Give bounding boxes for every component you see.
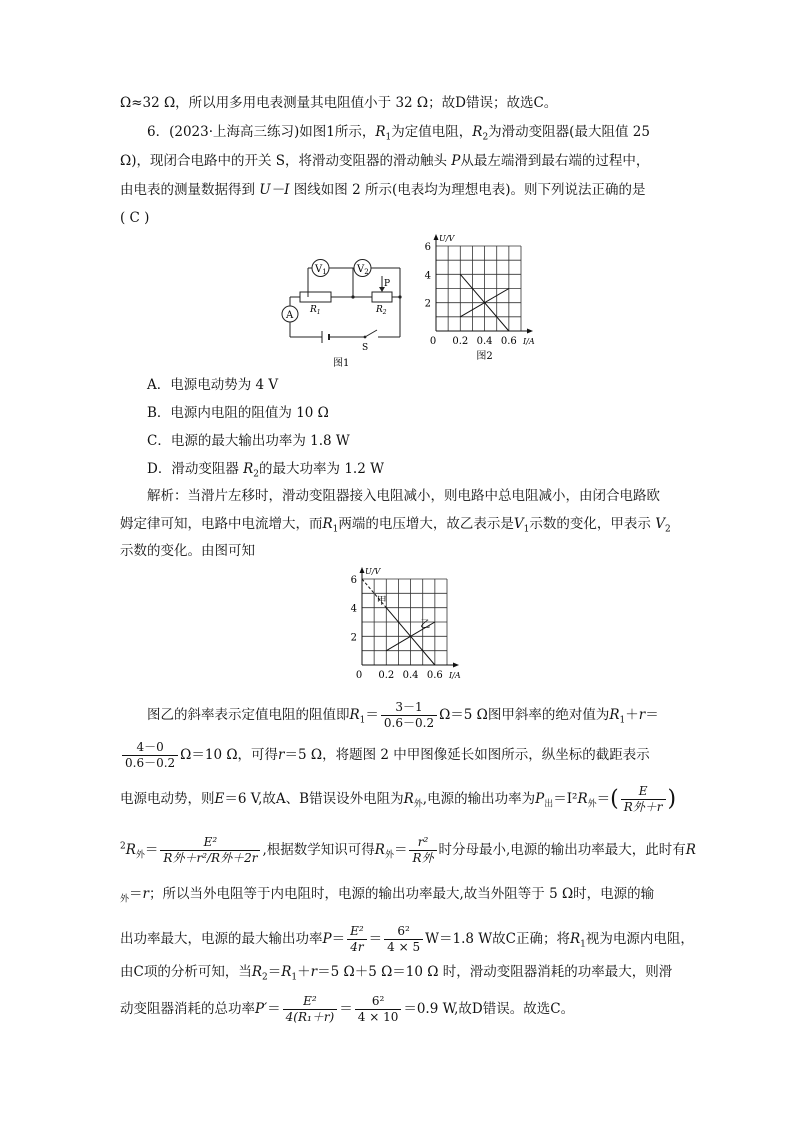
q6-text: 从最左端滑到最右端的过程中， [460, 153, 650, 169]
analysis-text: W＝1.8 W [425, 931, 493, 947]
analysis-line-2 [120, 514, 671, 540]
y-tick-label: 2 [350, 632, 357, 644]
analysis-text: ＝ [393, 842, 408, 858]
x-axis-label: I/A [523, 337, 535, 346]
analysis-text: Ω＝5 Ω [439, 707, 488, 723]
analysis-text: 图甲斜率的绝对值为 [487, 707, 610, 723]
sub: 外 [413, 799, 423, 810]
figure-1-caption: 图1 [333, 358, 350, 369]
denominator: R外＋r [623, 800, 663, 814]
r1-sub: 1 [316, 309, 321, 316]
fraction [122, 740, 178, 771]
analysis-text: ＋ [625, 707, 639, 723]
option-a[interactable]: A．电源电动势为 4 V [147, 377, 279, 393]
sub: 出 [544, 799, 554, 810]
q6-text: 为定值电阻， [391, 124, 473, 140]
q6-text: 为滑动变阻器(最大阻值 25 [488, 124, 650, 140]
analysis-text: ；所以当外电阻等于内电阻时，电源的输出功率最大,故当外阻等于 5 Ω时，电源的输 [148, 886, 655, 902]
sym-r: R [349, 707, 360, 723]
analysis-text: 两端的电压增大，故乙表示是 [338, 516, 514, 532]
sym-r: R [243, 461, 254, 477]
denominator: 0.6－0.2 [125, 756, 176, 770]
numerator: r² [409, 835, 436, 851]
sub: 外 [587, 799, 597, 810]
r2-label: R [376, 305, 383, 315]
question-6-line-3 [120, 180, 646, 200]
denominator: 0.6－0.2 [383, 716, 435, 730]
q6-text: U－I [259, 182, 290, 198]
x-tick-label: 0.6 [426, 670, 443, 681]
denominator: R外＋r²/R外＋2r [163, 851, 258, 865]
fraction [283, 994, 338, 1025]
sym-r-internal: r [310, 964, 318, 980]
switch-pivot [364, 336, 367, 339]
analysis-line-6: 电源电动势，则E＝6 V,故A、B错误设外电阻为$R_外$,电源的输出功率为$P_出=I^2R_外=$( $\frac{E}{\text{R外＋r}}$ ) [120, 784, 677, 814]
svg-text:V1 [314, 264, 327, 276]
sym-r: R [251, 964, 263, 980]
denominator: 4r [350, 940, 364, 954]
denominator: R外 [412, 851, 434, 865]
analysis-text: ＝5 Ω＋5 Ω＝10 Ω 时，滑动变阻器消耗的功率最大，则滑 [317, 964, 673, 980]
sym-p: P [322, 931, 332, 947]
analysis-line-3: 示数的变化。由图可知 [120, 543, 255, 559]
y-tick-label: 2 [424, 298, 431, 310]
sym-r: R [685, 842, 696, 858]
paren: ) [667, 786, 677, 812]
figure-3-graph [344, 562, 474, 686]
sub: 外 [135, 850, 145, 861]
analysis-text: 出功率最大，电源的最大输出功率 [120, 931, 323, 947]
fraction [160, 835, 260, 866]
numerator: 3－1 [381, 700, 437, 716]
label-yi: 乙 [420, 619, 431, 631]
option-b[interactable]: B．电源内电阻的阻值为 10 Ω [147, 405, 329, 421]
sub: 2 [253, 469, 260, 480]
analysis-text: ＝6 V,故A、B错误设外电阻为 [224, 791, 404, 807]
y-tick-label: 6 [350, 575, 357, 586]
sym-v: V [513, 516, 524, 532]
analysis-text: Ω＝10 Ω，可得 [180, 747, 279, 763]
sym-e: E [214, 791, 225, 807]
junction-dot [351, 295, 354, 298]
junction-dot [398, 295, 401, 298]
numerator: 6² [384, 924, 423, 940]
analysis-text: ＝ [339, 1001, 353, 1017]
numerator: E² [347, 924, 367, 940]
analysis-text: ＝ [144, 842, 159, 858]
analysis-text: 电源电动势，则 [120, 791, 215, 807]
resistor-r1 [300, 292, 331, 302]
sym-r-internal: r [638, 707, 646, 723]
y-axis-arrow [434, 234, 439, 240]
sub: 2 [664, 524, 671, 535]
sym-r: R [472, 124, 483, 140]
analysis-text: ＝ [645, 707, 659, 723]
y-tick-label: 6 [424, 242, 431, 253]
figure-2-graph [418, 228, 548, 370]
fraction [409, 835, 436, 866]
sym-r: R [609, 707, 620, 723]
fraction [347, 924, 367, 955]
svg-text:V2 [356, 264, 369, 276]
sub: 1 [385, 132, 392, 143]
x-tick-label: 0.6 [500, 336, 517, 347]
x-axis-label: I/A [449, 671, 461, 680]
fraction [355, 994, 402, 1025]
y-axis-arrow [360, 567, 365, 573]
analysis-text: 示数的变化，甲表示 [529, 516, 656, 532]
sub: 1 [580, 939, 586, 950]
y-tick-label: 4 [424, 270, 431, 282]
option-d-text: D．滑动变阻器 [147, 461, 244, 477]
analysis-text: P′ [255, 1001, 268, 1017]
sub: 1 [359, 715, 366, 726]
resistor-r2 [372, 292, 392, 302]
numerator: 6² [355, 994, 402, 1010]
sub: 1 [291, 972, 298, 983]
sym-p: P [535, 791, 545, 807]
v2-label: V [357, 264, 365, 275]
analysis-text: ＝5 Ω，将题图 2 中甲图像延长如图所示，纵坐标的截距表示 [284, 747, 650, 763]
numerator: 4－0 [122, 740, 178, 756]
x-tick-label: 0.2 [452, 336, 469, 347]
numerator: E [621, 784, 666, 800]
analysis-line-4: 图乙的斜率表示定值电阻的阻值即$R_1=$ $\frac{3-1}{0.6-0.2}$ Ω＝5 Ω图甲斜率的绝对值为$R_1+r=$ [147, 700, 659, 730]
sym-r: R [403, 791, 414, 807]
r2-sub: 2 [382, 309, 387, 316]
analysis-line-7: $^2R_外=$ $\frac{\text{E²}}{\text{R外＋r²/R外＋2r}}$ ,根据数学知识可得$R_外=$ $\frac{\text{r²}}{\text{R外}}$ 时分母最小,电源的输出功率最大，此时有R [120, 835, 696, 865]
denominator: 4(R₁＋r) [285, 1010, 335, 1024]
v2-sub: 2 [364, 268, 369, 276]
analysis-text: ＋ [297, 964, 311, 980]
numerator: E² [283, 994, 338, 1010]
sub: 2 [482, 132, 489, 143]
sym-p: P [451, 153, 461, 169]
v1-label: V [315, 264, 323, 275]
option-d-text: 的最大功率为 1.2 W [259, 461, 384, 477]
analysis-text: 故C正确；将 [492, 931, 570, 947]
sym-r: R [281, 964, 292, 980]
analysis-text: ,电源的输出功率为 [422, 791, 536, 807]
figure-2-caption: 图2 [476, 351, 493, 362]
option-d[interactable] [147, 459, 384, 485]
analysis-text: ＝0.9 W,故D错误。故选C。 [403, 1001, 575, 1017]
r1-label: R [310, 305, 317, 315]
sym-r: R [569, 931, 581, 947]
y-axis-label: U/V [365, 567, 381, 576]
x-axis-arrow [527, 329, 533, 334]
svg-text:R2 [375, 305, 387, 316]
numerator: E² [160, 835, 260, 851]
analysis-text: ＝ [368, 931, 383, 947]
denominator: 4 × 10 [357, 1010, 399, 1024]
v1-sub: 1 [322, 268, 327, 276]
paren: ( [610, 786, 619, 812]
x-tick-label: 0.2 [378, 670, 395, 681]
sub: 1 [619, 715, 626, 726]
analysis-text: 姆定律可知，电路中电流增大，而 [120, 516, 323, 532]
analysis-text: 图乙的斜率表示定值电阻的阻值即 [147, 707, 350, 723]
sub: 1 [523, 524, 530, 535]
analysis-text: ＝ [331, 931, 346, 947]
figure-1-circuit [270, 248, 420, 370]
analysis-text: ＝ [267, 964, 282, 980]
denominator: 4 × 5 [387, 940, 421, 954]
svg-text:R1 [309, 305, 321, 316]
analysis-line-9 [120, 924, 694, 955]
prev-answer-line: Ω≈32 Ω，所以用多用电表测量其电阻值小于 32 Ω；故D错误；故选C。 [120, 95, 558, 111]
label-jia: 甲 [376, 596, 387, 608]
x-tick-label: 0 [429, 336, 437, 347]
q6-text: 图线如图 2 所示(电表均为理想电表)。则下列说法正确的是 [289, 182, 646, 198]
x-tick-label: 0.4 [476, 336, 493, 347]
analysis-text: 时分母最小,电源的输出功率最大，此时有 [438, 842, 686, 858]
ammeter-label: A [286, 310, 294, 321]
sub: 外 [384, 850, 394, 861]
sym-r-internal: r [278, 747, 285, 763]
p-label: P [384, 279, 391, 289]
switch-label: S [362, 343, 369, 353]
analysis-text: ＝ [553, 791, 567, 807]
sym-r: R [125, 842, 136, 858]
analysis-text: 视为电源内电阻， [585, 931, 694, 947]
option-c[interactable]: C．电源的最大输出功率为 1.8 W [147, 433, 350, 449]
x-tick-label: 0.4 [402, 670, 419, 681]
fraction [621, 784, 666, 815]
analysis-text: ＝ [267, 1001, 281, 1017]
analysis-line-1: 解析：当滑片左移时，滑动变阻器接入电阻减小，则电路中总电阻减小，由闭合电路欧 [147, 488, 660, 504]
analysis-line-8 [120, 884, 654, 910]
x-tick-label: 0 [355, 670, 363, 681]
sym-r: R [374, 842, 385, 858]
q6-text: 由电表的测量数据得到 [120, 182, 260, 198]
sym-r: R [577, 791, 588, 807]
fraction [384, 924, 423, 955]
q6-text: Ω)，现闭合电路中的开关 S，将滑动变阻器的滑动触头 [120, 153, 452, 169]
question-6-line-1 [147, 122, 650, 148]
analysis-line-5 [120, 740, 650, 771]
sub: 外 [120, 894, 130, 905]
analysis-text: 动变阻器消耗的总功率 [120, 1001, 255, 1017]
question-6-line-2 [120, 151, 649, 171]
analysis-text: 由C项的分析可知，当 [120, 964, 252, 980]
sym-v: V [655, 516, 665, 532]
y-tick-label: 4 [350, 603, 357, 615]
analysis-line-10 [120, 962, 672, 988]
fraction [381, 700, 437, 731]
sym-r-internal: r [142, 886, 149, 902]
analysis-line-11 [120, 994, 574, 1025]
y-axis-label: U/V [439, 234, 455, 243]
sub: 1 [332, 524, 339, 535]
analysis-text: ＝ [129, 886, 143, 902]
switch-blade [365, 330, 377, 337]
q6-text: 6．(2023·上海高三练习)如图1所示， [147, 124, 376, 140]
analysis-text: ,根据数学知识可得 [262, 842, 375, 858]
sym-r: R [322, 516, 333, 532]
sub: 2 [262, 972, 268, 983]
sym-r: R [375, 124, 386, 140]
x-axis-arrow [453, 663, 459, 668]
question-6-answer: ( C ) [120, 210, 150, 226]
